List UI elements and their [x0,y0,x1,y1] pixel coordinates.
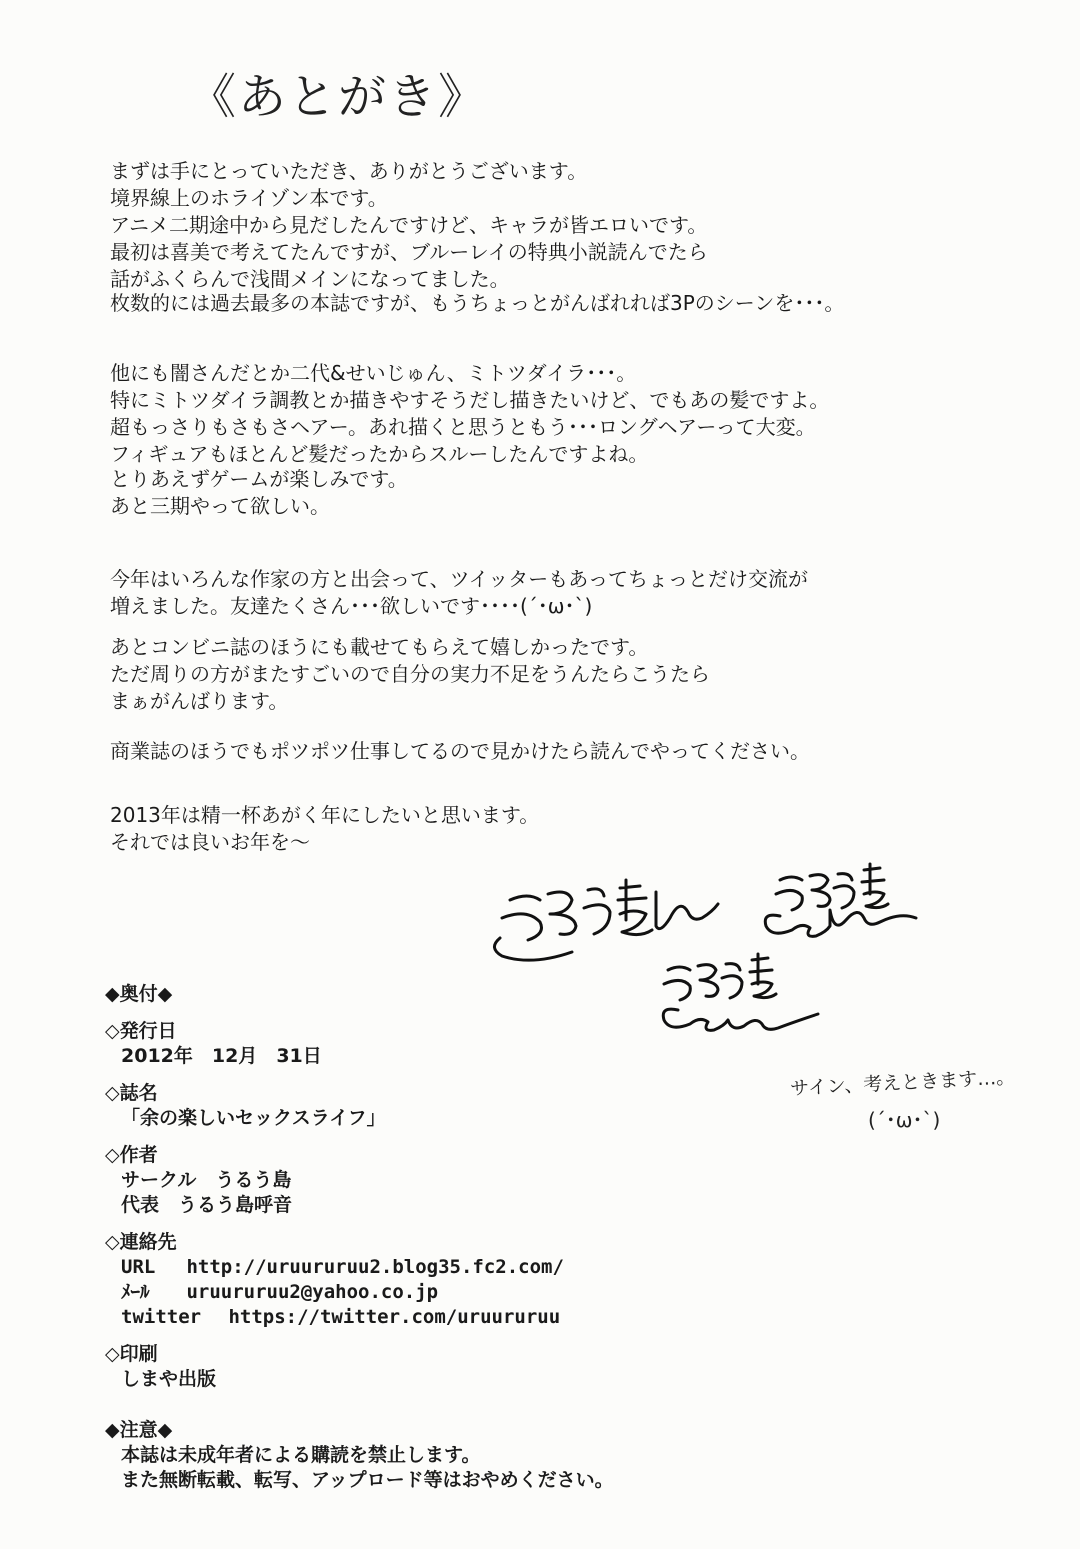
notice-line-1: 本誌は未成年者による購読を禁止します。 [121,1444,481,1466]
url-key: URL [121,1256,156,1278]
text-line: あとコンビニ誌のほうにも載せてもらえて嬉しかったです。 [110,635,649,659]
colophon-heading: ◆奥付◆ [105,983,173,1005]
text-line: アニメ二期途中から見だしたんですけど、キャラが皆エロいです。 [110,213,708,237]
text-line: 特にミトツダイラ調教とか描きやすそうだし描きたいけど、でもあの髪ですよ。 [110,388,830,412]
printer-name: しまや出版 [121,1368,217,1390]
colophon [105,982,705,1505]
text-line: 他にも闇さんだとか二代&せいじゅん、ミトツダイラ･･･。 [110,361,637,385]
twitter-key: twitter [121,1306,202,1328]
signature-face: (´･ω･`) [868,1108,941,1132]
author-block [105,1143,705,1218]
notice-line-2: また無断転載、転写、アップロード等はおやめください。 [121,1469,614,1491]
issue-date-block [105,1019,705,1069]
text-line: 今年はいろんな作家の方と出会って、ツイッターもあってちょっとだけ交流が [110,567,808,591]
paragraph-4 [110,466,910,520]
book-title-label: ◇誌名 [105,1082,158,1104]
representative-name: 代表 うるう島呼音 [121,1194,293,1216]
book-title: 「余の楽しいセックスライフ」 [121,1107,386,1129]
contact-mail-row [105,1280,705,1305]
author-label: ◇作者 [105,1144,158,1166]
circle-name: サークル うるう島 [121,1169,292,1191]
text-line: まぁがんばります。 [110,689,289,713]
text-line: 商業誌のほうでもポツポツ仕事してるので見かけたら読んでやってください。 [110,739,810,763]
signature-2 [765,864,916,936]
text-line: 枚数的には過去最多の本誌ですが、もうちょっとがんばれれば3Pのシーンを･･･。 [110,291,845,315]
issue-date: 2012年 12月 31日 [121,1045,322,1067]
url-link[interactable]: http://uruururuu2.blog35.fc2.com/ [186,1256,564,1278]
text-line: フィギュアもほとんど髪だったからスルーしたんですよね。 [110,442,649,466]
printer-block [105,1342,705,1392]
afterword-title: 《あとがき》 [188,69,489,125]
paragraph-1 [110,158,910,293]
text-line: まずは手にとっていただき、ありがとうございます。 [110,159,588,183]
paragraph-7 [110,738,910,765]
text-line: 超もっさりもさもさヘアー。あれ描くと思うともう･･･ロングヘアーって大変。 [110,415,816,439]
issue-date-label: ◇発行日 [105,1020,177,1042]
paragraph-5 [110,566,910,620]
text-line: とりあえずゲームが楽しみです。 [110,467,408,491]
notice-heading: ◆注意◆ [105,1419,173,1441]
mail-link[interactable]: uruururuu2@yahoo.co.jp [186,1281,439,1303]
text-line: 境界線上のホライゾン本です。 [110,186,388,210]
text-line: それでは良いお年を～ [110,830,310,854]
text-line: ただ周りの方がまたすごいので自分の実力不足をうんたらこうたら [110,662,710,686]
paragraph-3 [110,360,910,468]
book-title-block [105,1081,705,1131]
text-line: 話がふくらんで浅間メインになってました。 [110,267,510,291]
text-line: 増えました。友達たくさん･･･欲しいです････(´･ω･`) [110,594,593,618]
signature-1 [494,880,718,960]
colophon-heading-block [105,982,705,1007]
contact-label: ◇連絡先 [105,1231,177,1253]
text-line: 2013年は精一杯あがく年にしたいと思います。 [110,803,540,827]
printer-label: ◇印刷 [105,1343,158,1365]
mail-key: ﾒｰﾙ [121,1281,150,1303]
contact-twitter-row [105,1305,705,1330]
paragraph-6 [110,634,910,715]
paragraph-2 [110,290,910,317]
contact-block [105,1230,705,1330]
contact-url-row [105,1255,705,1280]
text-line: 最初は喜美で考えてたんですが、ブルーレイの特典小説読んでたら [110,240,708,264]
signature-note: サイン、考えときます…。 [789,1066,1016,1100]
notice-block [105,1418,705,1493]
twitter-link[interactable]: https://twitter.com/uruururuu [228,1306,561,1328]
text-line: あと三期やって欲しい。 [110,494,330,518]
paragraph-8 [110,802,910,856]
